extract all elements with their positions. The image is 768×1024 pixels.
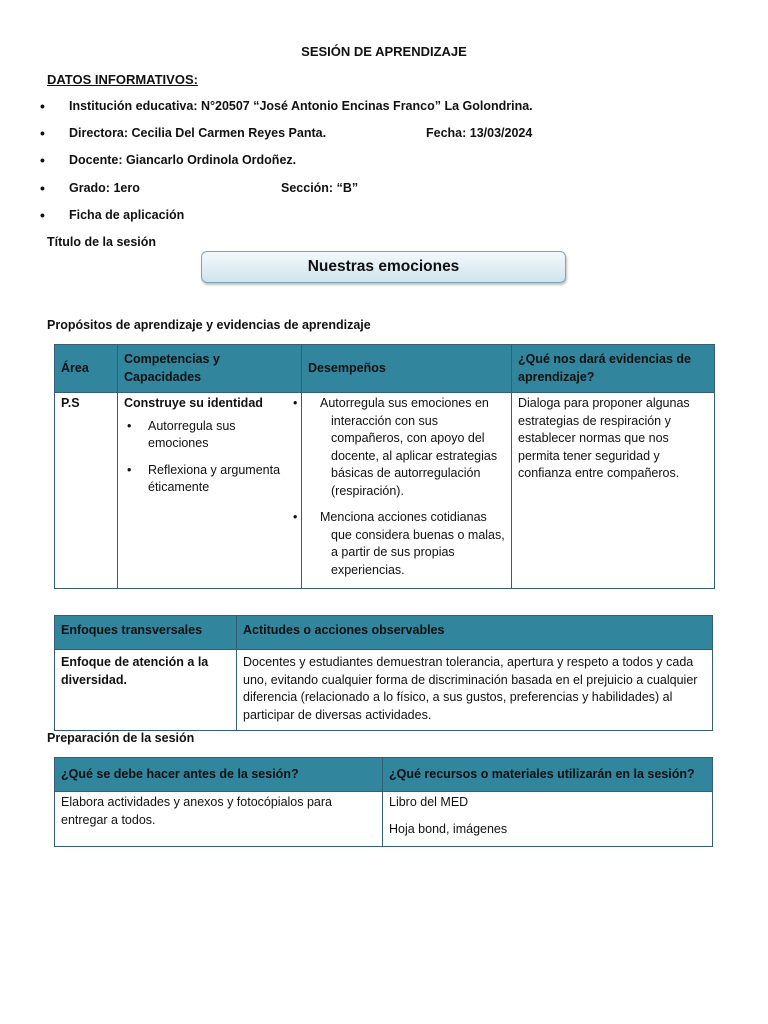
header-competencias: Competencias y Capacidades (118, 345, 302, 393)
cell-antes: Elabora actividades y anexos y fotocópialos para entregar a todos. (55, 792, 383, 847)
info-seccion: Sección: “B” (281, 181, 359, 195)
list-item: • Autorregula sus emociones (127, 418, 236, 450)
header-antes: ¿Qué se debe hacer antes de la sesión? (55, 758, 383, 792)
bullet-icon: • (40, 180, 45, 196)
document-title: SESIÓN DE APRENDIZAJE (301, 44, 467, 59)
bullet-icon: • (40, 125, 45, 141)
datos-informativos-heading: DATOS INFORMATIVOS: (47, 72, 198, 87)
list-item: • Autorregula sus emociones en interacción con sus compañeros, con apoyo del docente, al aplicar estrategias básicas de autorregulación (respiración). (293, 396, 498, 498)
preparacion-label: Preparación de la sesión (47, 731, 195, 745)
competencia-title: Construye su identidad (124, 396, 263, 410)
info-fecha: Fecha: 13/03/2024 (426, 126, 533, 140)
propositos-label: Propósitos de aprendizaje y evidencias de aprendizaje (47, 318, 371, 332)
propositos-table (54, 344, 715, 589)
list-item: • Menciona acciones cotidianas que considera buenas o malas, a partir de sus propias experiencias. (293, 510, 505, 577)
header-area: Área (55, 345, 118, 393)
session-title-banner: Nuestras emociones (201, 251, 566, 283)
header-evidencias: ¿Qué nos dará evidencias de aprendizaje? (512, 345, 715, 393)
cell-desempenos (293, 393, 512, 589)
cell-competencias (118, 393, 302, 589)
cell-actitudes: Docentes y estudiantes demuestran tolerancia, apertura y respeto a todos y cada uno, evitando cualquier forma de discriminación basada en el prejuicio a cualquier diferencia (relacionado a lo físico, a sus gustos, preferencias y habilidades) al participar de diversas actividades. (237, 650, 713, 731)
cell-area: P.S (55, 393, 118, 589)
recurso-item: Hoja bond, imágenes (389, 821, 508, 836)
cell-enfoque: Enfoque de atención a la diversidad. (55, 650, 237, 731)
list-item: • Reflexiona y argumenta éticamente (127, 462, 281, 494)
table-row (55, 650, 713, 731)
table-header-row (55, 345, 715, 393)
table-header-row (55, 758, 713, 792)
bullet-icon: • (40, 98, 45, 114)
preparacion-table (54, 757, 713, 847)
cell-evidencia: Dialoga para proponer algunas estrategias de respiración y establecer normas que nos permita tener seguridad y confianza entre compañeros. (512, 393, 715, 589)
bullet-icon: • (127, 418, 132, 433)
header-enfoques: Enfoques transversales (55, 616, 237, 650)
header-desempenos: Desempeños (302, 345, 512, 393)
bullet-icon: • (40, 152, 45, 168)
table-row (55, 393, 715, 589)
header-recursos: ¿Qué recursos o materiales utilizarán en la sesión? (383, 758, 713, 792)
capacidades-list (127, 418, 295, 497)
desempenos-list (293, 395, 505, 579)
table-row (55, 792, 713, 847)
header-actitudes: Actitudes o acciones observables (237, 616, 713, 650)
bullet-icon: • (127, 462, 132, 477)
cell-recursos (383, 792, 713, 847)
titulo-sesion-label: Título de la sesión (47, 235, 157, 249)
table-header-row (55, 616, 713, 650)
enfoques-table (54, 615, 713, 731)
recurso-item: Libro del MED (389, 795, 469, 809)
bullet-icon: • (40, 207, 45, 223)
